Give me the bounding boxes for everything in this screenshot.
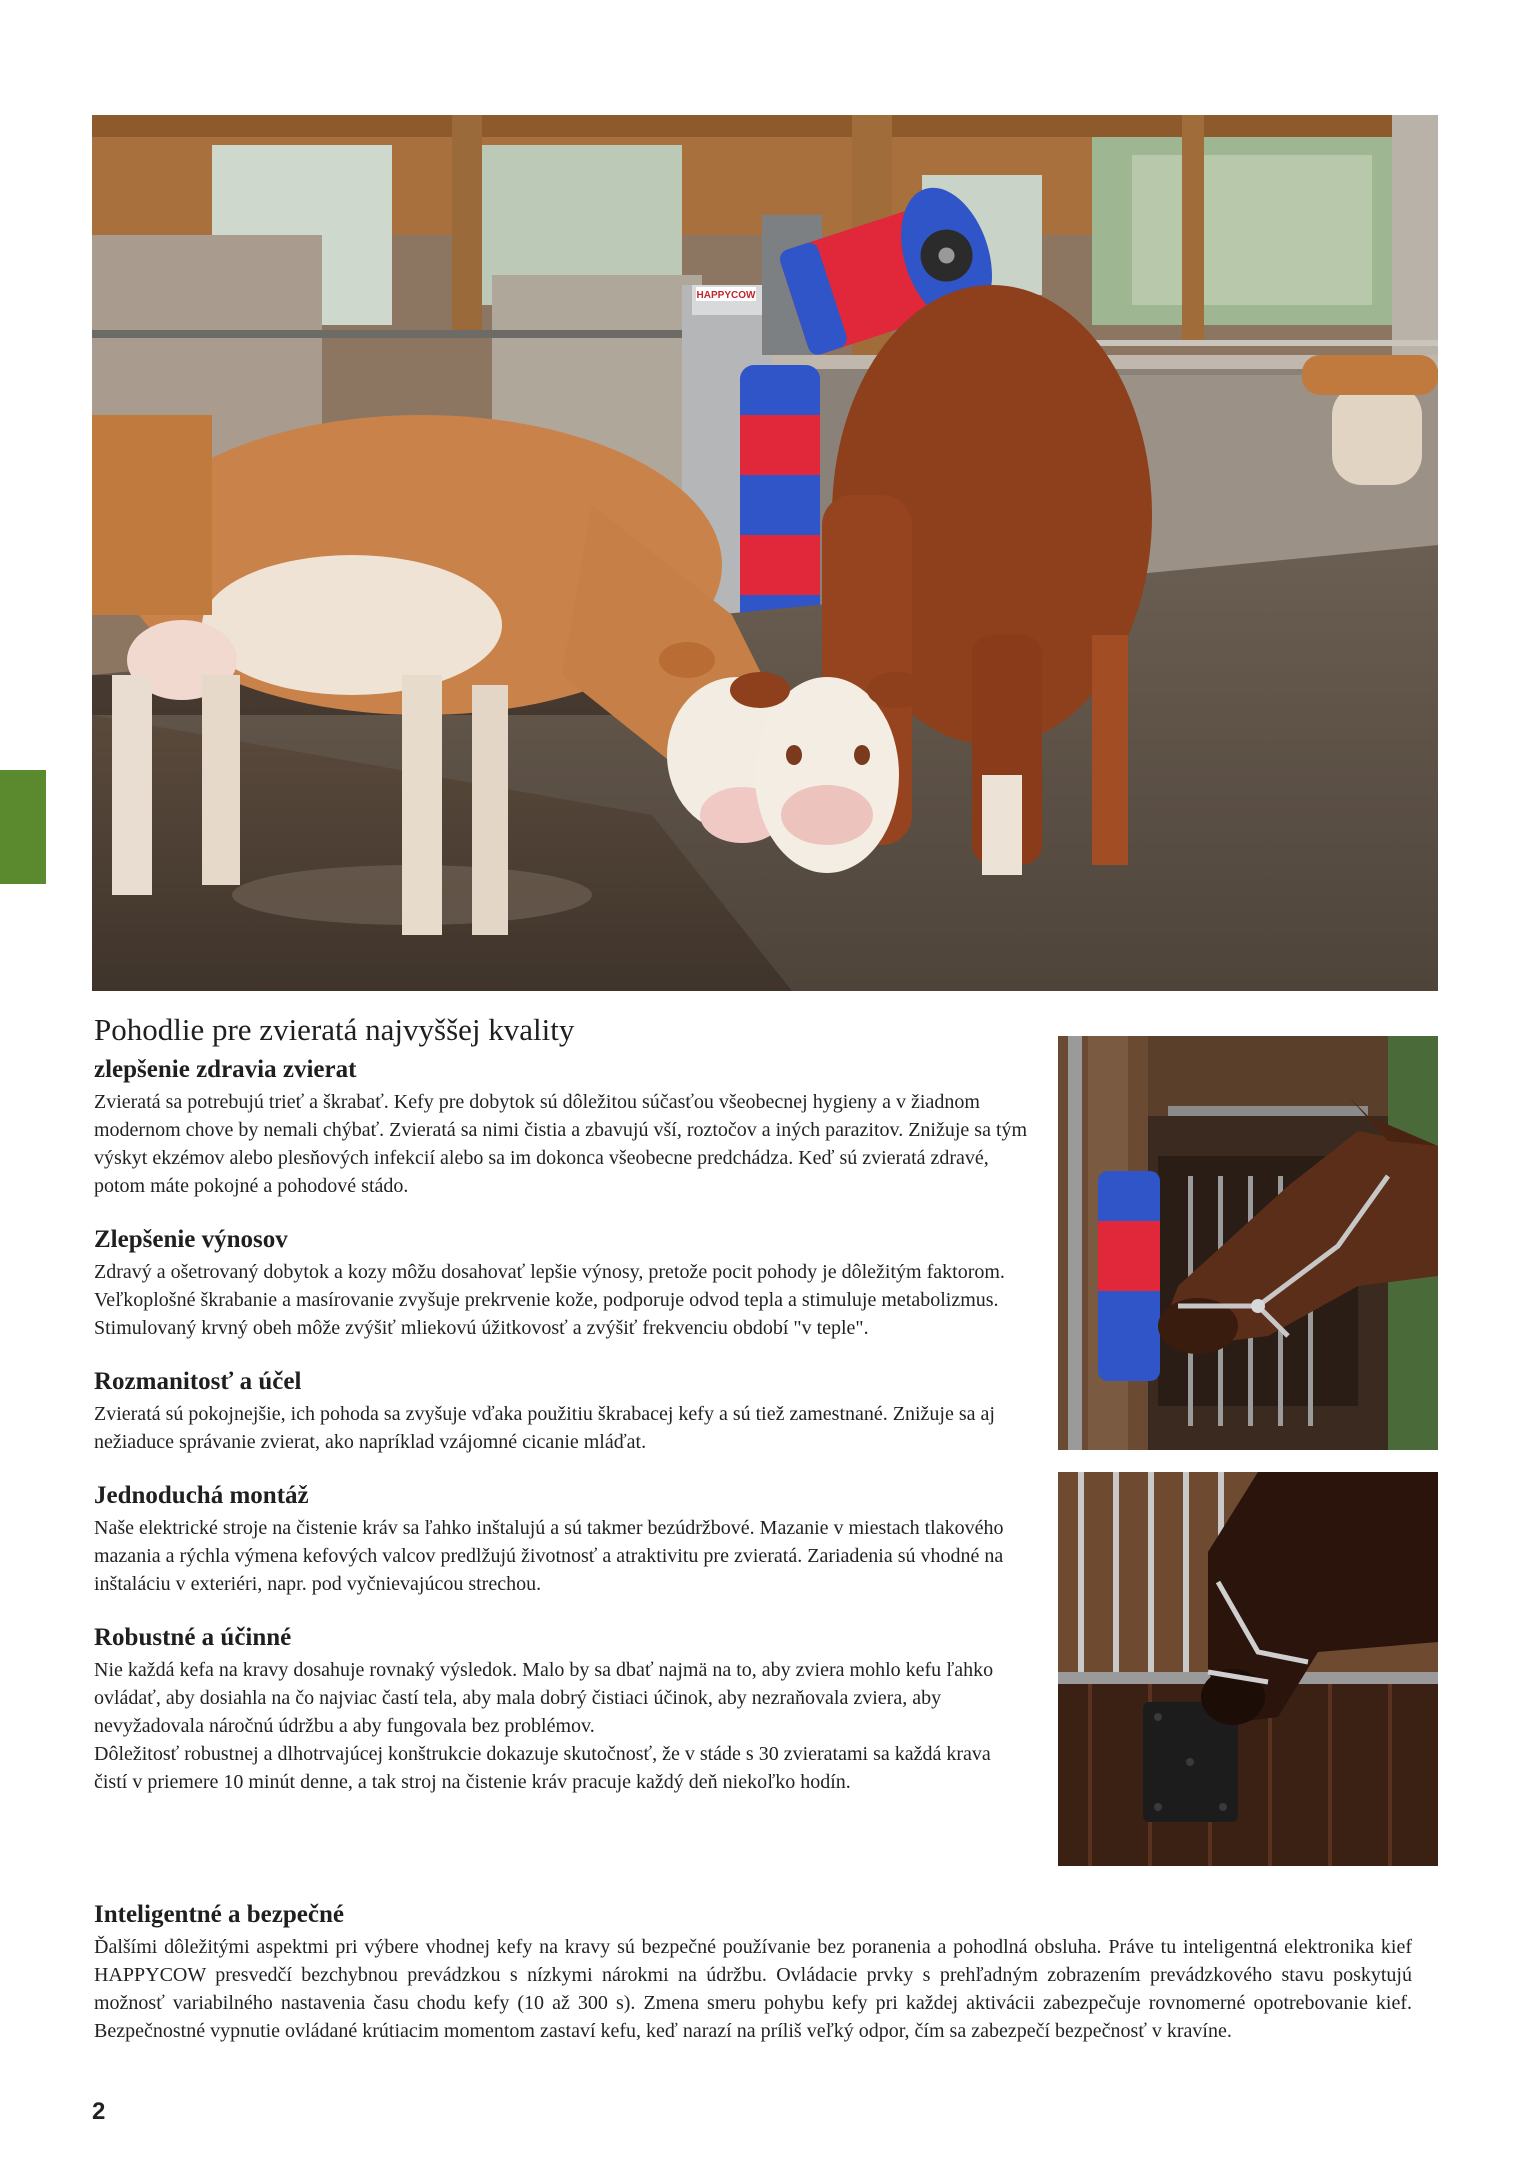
section-heading: Jednoduchá montáž	[94, 1482, 309, 1509]
page-number: 2	[92, 2098, 106, 2125]
section-health	[94, 1056, 1029, 1200]
main-text-column	[94, 1012, 1029, 1822]
section-intelligent	[94, 1901, 1412, 2045]
section-heading: Zlepšenie výnosov	[94, 1226, 288, 1253]
section-heading: Rozmanitosť a účel	[94, 1368, 302, 1395]
section-text: Zvieratá sa potrebujú trieť a škrabať. Kefy pre dobytok sú dôležitou súčasťou všeobecnej hygieny a v žiadnom modernom chove by nemali chýbať. Zvieratá sa nimi čistia a zbavujú vší, roztočov a iných parazitov. Znižuje sa tým výskyt ekzémov alebo plesňových infekcií alebo sa im dokonca všeobecne predchádza. Keď sú zvieratá zdravé, potom máte pokojné a pohodové stádo.	[94, 1091, 1028, 1197]
section-text: Zvieratá sú pokojnejšie, ich pohoda sa zvyšuje vďaka použitiu škrabacej kefy a sú tiež zamestnané. Znižuje sa aj nežiaduce správanie zvierat, ako napríklad vzájomné cicanie mláďat.	[94, 1403, 995, 1453]
page-title: Pohodlie pre zvieratá najvyššej kvality	[94, 1012, 575, 1047]
machine-brand-label: HAPPYCOW	[696, 290, 756, 301]
section-text: Zdravý a ošetrovaný dobytok a kozy môžu dosahovať lepšie výnosy, pretože pocit pohody je dôležitým faktorom. Veľkoplošné škrabanie a masírovanie zvyšuje prekrvenie kože, podporuje odvod tepla a stimuluje metabolizmus. Stimulovaný krvný obeh môže zvýšiť mliekovú úžitkovosť a zvýšiť frekvenciu období "v teple".	[94, 1261, 1005, 1339]
photo-horse-brush	[1058, 1036, 1438, 1450]
section-heading: zlepšenie zdravia zvierat	[94, 1056, 357, 1083]
section-robust	[94, 1624, 1029, 1796]
section-heading: Robustné a účinné	[94, 1624, 292, 1651]
section-text: Naše elektrické stroje na čistenie kráv sa ľahko inštalujú a sú takmer bezúdržbové. Mazanie v miestach tlakového mazania a rýchla výmena kefových valcov predlžujú životnosť a atraktivitu pre zvieratá. Zariadenia sú vhodné na inštaláciu v exteriéri, napr. pod vyčnievajúcou strechou.	[94, 1517, 1004, 1595]
section-variety	[94, 1368, 1029, 1456]
section-text-continued: Dôležitosť robustnej a dlhotrvajúcej konštrukcie dokazuje skutočnosť, že v stáde s 30 zvieratami sa každá krava čistí v priemere 10 minút denne, a tak stroj na čistenie kráv pracuje každý deň niekoľko hodín.	[94, 1743, 991, 1793]
photo-horse-pad	[1058, 1472, 1438, 1866]
section-text: Nie každá kefa na kravy dosahuje rovnaký výsledok. Malo by sa dbať najmä na to, aby zviera mohlo kefu ľahko ovládať, aby dosiahla na čo najviac častí tela, aby mala dobrý čistiaci účinok, aby nezraňovala zviera, aby nevyžadovala náročnú údržbu a aby fungovala bez problémov.	[94, 1659, 994, 1737]
side-color-tab	[0, 770, 46, 884]
section-heading: Inteligentné a bezpečné	[94, 1901, 344, 1928]
section-yield	[94, 1226, 1029, 1342]
hero-photo-cows	[92, 115, 1438, 991]
section-text: Ďalšími dôležitými aspektmi pri výbere vhodnej kefy na kravy sú bezpečné používanie bez poranenia a pohodlná obsluha. Práve tu inteligentná elektronika kief HAPPYCOW presvedčí bezchybnou prevádzkou s nízkymi nárokmi na údržbu. Ovládacie prvky s prehľadným zobrazením prevádzkového stavu poskytujú možnosť variabilného nastavenia času chodu kefy (10 až 300 s). Zmena smeru pohybu kefy pri každej aktivácii zabezpečuje rovnomerné opotrebovanie kief. Bezpečnostné vypnutie ovládané krútiacim momentom zastaví kefu, keď narazí na príliš veľký odpor, čím sa zabezpečí bezpečnosť v kravíne.	[94, 1936, 1412, 2042]
section-installation	[94, 1482, 1029, 1598]
